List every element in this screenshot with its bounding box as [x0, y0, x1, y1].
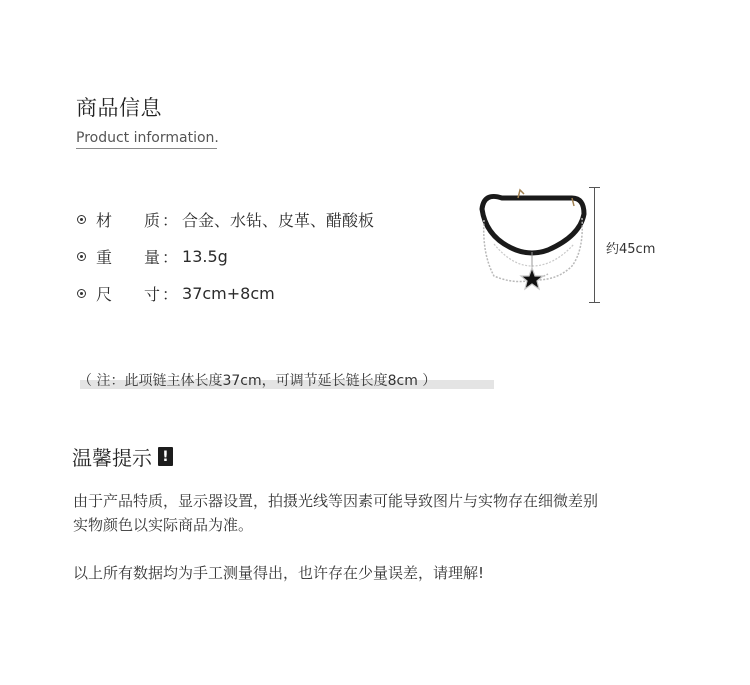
- tips-paragraph-1: [73, 489, 683, 537]
- spec-colon: ：: [162, 210, 179, 230]
- tips-title-text: 温馨提示: [72, 446, 152, 470]
- tips-paragraph-2: 以上所有数据均为手工测量得出，也许存在少量误差，请理解!: [73, 564, 485, 582]
- spec-value: 37cm+8cm: [182, 283, 275, 303]
- spec-value: 合金、水钻、皮革、醋酸板: [182, 210, 375, 230]
- necklace-choker-image: [472, 184, 592, 304]
- bullet-icon: [77, 289, 86, 298]
- spec-value: 13.5g: [182, 246, 228, 266]
- dimension-line: [594, 187, 595, 303]
- spec-key: 重 量: [96, 247, 160, 267]
- dimension-label: 约45cm: [606, 242, 656, 257]
- dimension-tick-bottom: [589, 302, 600, 303]
- bullet-icon: [77, 215, 86, 224]
- spec-row-weight: [77, 244, 228, 268]
- bullet-icon: [77, 252, 86, 261]
- spec-row-size: [77, 281, 275, 305]
- spec-colon: ：: [162, 284, 179, 304]
- tips-line: 实物颜色以实际商品为准。: [73, 516, 254, 534]
- tips-line: 由于产品特质，显示器设置，拍摄光线等因素可能导致图片与实物存在细微差别: [73, 492, 599, 510]
- section-title: 商品信息: [76, 96, 162, 120]
- warning-icon: !: [158, 447, 173, 466]
- length-note: （ 注：此项链主体长度37cm，可调节延长链长度8cm ）: [78, 373, 437, 389]
- subtitle-underline: [76, 148, 217, 149]
- tips-title: [72, 442, 173, 471]
- section-subtitle: Product information.: [76, 130, 219, 146]
- spec-key: 尺 寸: [96, 284, 160, 304]
- spec-colon: ：: [162, 247, 179, 267]
- spec-row-material: [77, 207, 374, 231]
- spec-key: 材 质: [96, 210, 160, 230]
